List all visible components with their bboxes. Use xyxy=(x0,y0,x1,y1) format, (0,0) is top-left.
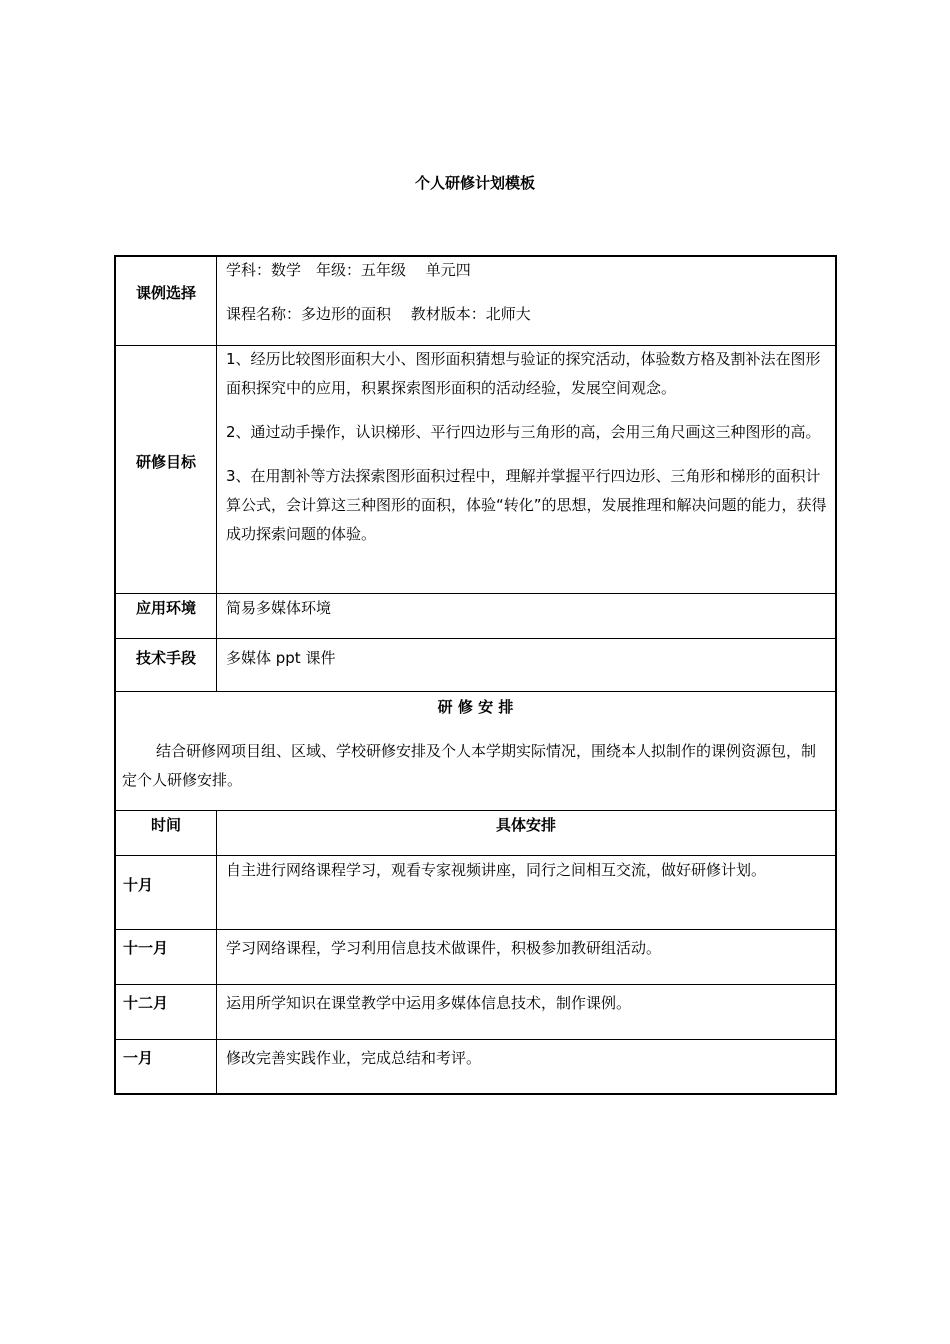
environment-label: 应用环境 xyxy=(135,599,196,617)
technique-label: 技术手段 xyxy=(135,649,196,667)
goal-item: 3、在用割补等方法探索图形面积过程中，理解并掌握平行四边形、三角形和梯形的面积计算公式，会计算这三种图形的面积，体验“转化”的思想，发展推理和解决问题的能力，获得成功探索问题的体验。 xyxy=(226,467,827,543)
course-subject-line: 学科：数学 年级：五年级 单元四 xyxy=(226,261,471,279)
goal-item: 1、经历比较图形面积大小、图形面积猜想与验证的探究活动，体验数方格及割补法在图形面积探究中的应用，积累探索图形面积的活动经验，发展空间观念。 xyxy=(226,350,821,397)
arrangement-intro: 结合研修网项目组、区域、学校研修安排及个人本学期实际情况，围绕本人拟制作的课例资源包，制定个人研修安排。 xyxy=(122,742,817,789)
schedule-time: 一月 xyxy=(123,1049,154,1067)
document-title: 个人研修计划模板 xyxy=(414,174,535,192)
schedule-time: 十一月 xyxy=(123,939,169,957)
course-name-line: 课程名称：多边形的面积 教材版本：北师大 xyxy=(226,305,531,323)
schedule-detail: 自主进行网络课程学习，观看专家视频讲座，同行之间相互交流，做好研修计划。 xyxy=(226,861,767,879)
schedule-time: 十月 xyxy=(123,876,154,894)
course-selection-content xyxy=(226,256,828,329)
goal-item: 2、通过动手操作，认识梯形、平行四边形与三角形的高，会用三角尺画这三种图形的高。 xyxy=(226,423,821,441)
arrangement-heading: 研 修 安 排 xyxy=(437,698,514,716)
technique-value: 多媒体 ppt 课件 xyxy=(226,649,336,667)
environment-value: 简易多媒体环境 xyxy=(226,599,332,617)
course-selection-label: 课例选择 xyxy=(135,284,196,302)
column-header-detail: 具体安排 xyxy=(495,816,556,834)
schedule-detail: 学习网络课程，学习利用信息技术做课件，积极参加教研组活动。 xyxy=(226,939,662,957)
column-header-time: 时间 xyxy=(150,816,181,834)
goals-label: 研修目标 xyxy=(135,453,196,471)
schedule-time: 十二月 xyxy=(123,994,169,1012)
goals-content xyxy=(226,345,828,549)
schedule-detail: 运用所学知识在课堂教学中运用多媒体信息技术，制作课例。 xyxy=(226,994,632,1012)
schedule-detail: 修改完善实践作业，完成总结和考评。 xyxy=(226,1049,482,1067)
